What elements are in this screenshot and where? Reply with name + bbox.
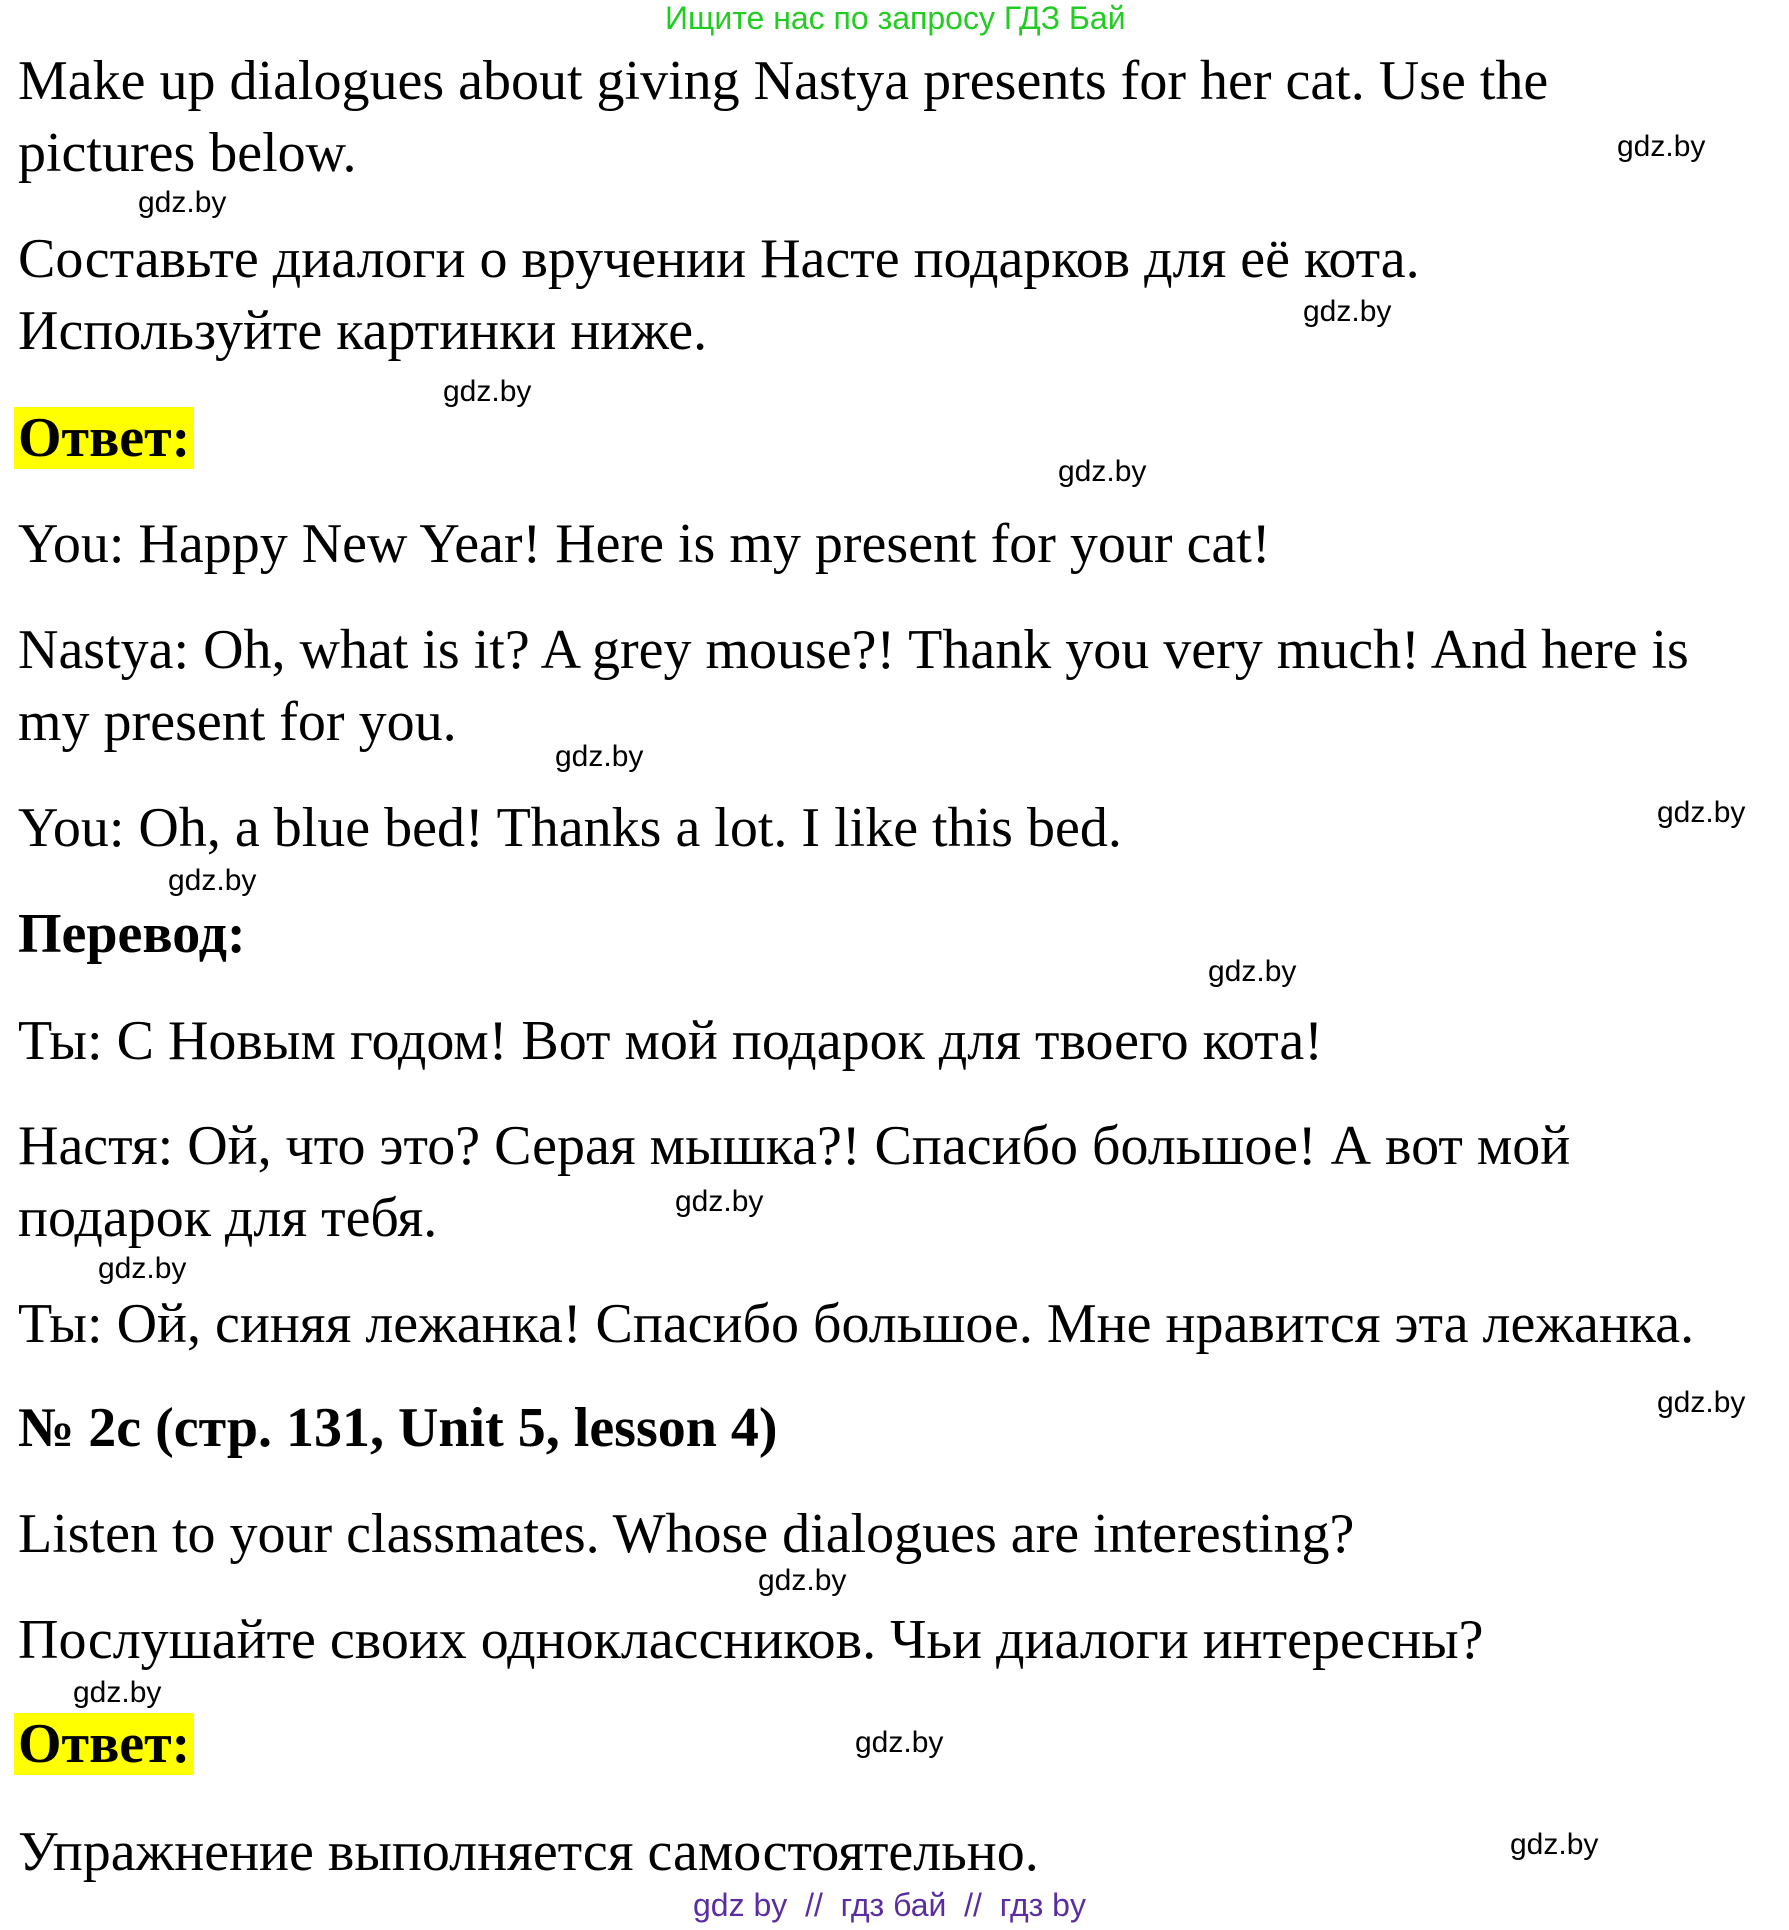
watermark: gdz.by <box>758 1564 847 1597</box>
watermark: gdz.by <box>1510 1828 1599 1861</box>
watermark: gdz.by <box>443 375 532 408</box>
watermark: gdz.by <box>98 1252 187 1285</box>
dialogue-nastya-line-2: my present for you. <box>18 691 457 753</box>
watermark: gdz.by <box>1303 295 1392 328</box>
task-english-line-2: pictures below. <box>18 122 357 184</box>
listen-russian: Послушайте своих одноклассников. Чьи диалоги интересны? <box>18 1609 1484 1671</box>
watermark: gdz.by <box>1657 796 1746 829</box>
dialogue-you-line-2: You: Oh, a blue bed! Thanks a lot. I like this bed. <box>18 797 1122 859</box>
task-russian-line-1: Составьте диалоги о вручении Насте подарков для её кота. <box>18 228 1420 290</box>
task-russian-line-2: Используйте картинки ниже. <box>18 300 708 362</box>
listen-english: Listen to your classmates. Whose dialogues are interesting? <box>18 1503 1355 1565</box>
answer-label: Ответ: <box>14 1708 194 1780</box>
answer-label: Ответ: <box>14 402 194 474</box>
translation-nastya-line-2: подарок для тебя. <box>18 1187 438 1249</box>
translation-ty-line-2: Ты: Ой, синяя лежанка! Спасибо большое. Мне нравится эта лежанка. <box>18 1293 1695 1355</box>
translation-ty-line-1: Ты: С Новым годом! Вот мой подарок для твоего кота! <box>18 1010 1323 1072</box>
top-banner[interactable]: Ищите нас по запросу ГДЗ Бай <box>665 0 1126 36</box>
watermark: gdz.by <box>1617 130 1706 163</box>
task-english-line-1: Make up dialogues about giving Nastya presents for her cat. Use the <box>18 50 1549 112</box>
dialogue-nastya-line-1: Nastya: Oh, what is it? A grey mouse?! Thank you very much! And here is <box>18 619 1689 681</box>
watermark: gdz.by <box>1657 1386 1746 1419</box>
exercise-heading: № 2c (стр. 131, Unit 5, lesson 4) <box>18 1397 778 1459</box>
watermark: gdz.by <box>855 1726 944 1759</box>
watermark: gdz.by <box>73 1676 162 1709</box>
watermark: gdz.by <box>1058 455 1147 488</box>
final-answer: Упражнение выполняется самостоятельно. <box>18 1821 1039 1883</box>
watermark: gdz.by <box>168 864 257 897</box>
translation-label: Перевод: <box>18 903 246 965</box>
bottom-banner[interactable]: gdz by // гдз бай // гдз by <box>693 1887 1086 1923</box>
watermark: gdz.by <box>675 1185 764 1218</box>
watermark: gdz.by <box>555 740 644 773</box>
watermark: gdz.by <box>138 186 227 219</box>
dialogue-you-line-1: You: Happy New Year! Here is my present for your cat! <box>18 513 1271 575</box>
watermark: gdz.by <box>1208 955 1297 988</box>
translation-nastya-line-1: Настя: Ой, что это? Серая мышка?! Спасибо большое! А вот мой <box>18 1115 1571 1177</box>
